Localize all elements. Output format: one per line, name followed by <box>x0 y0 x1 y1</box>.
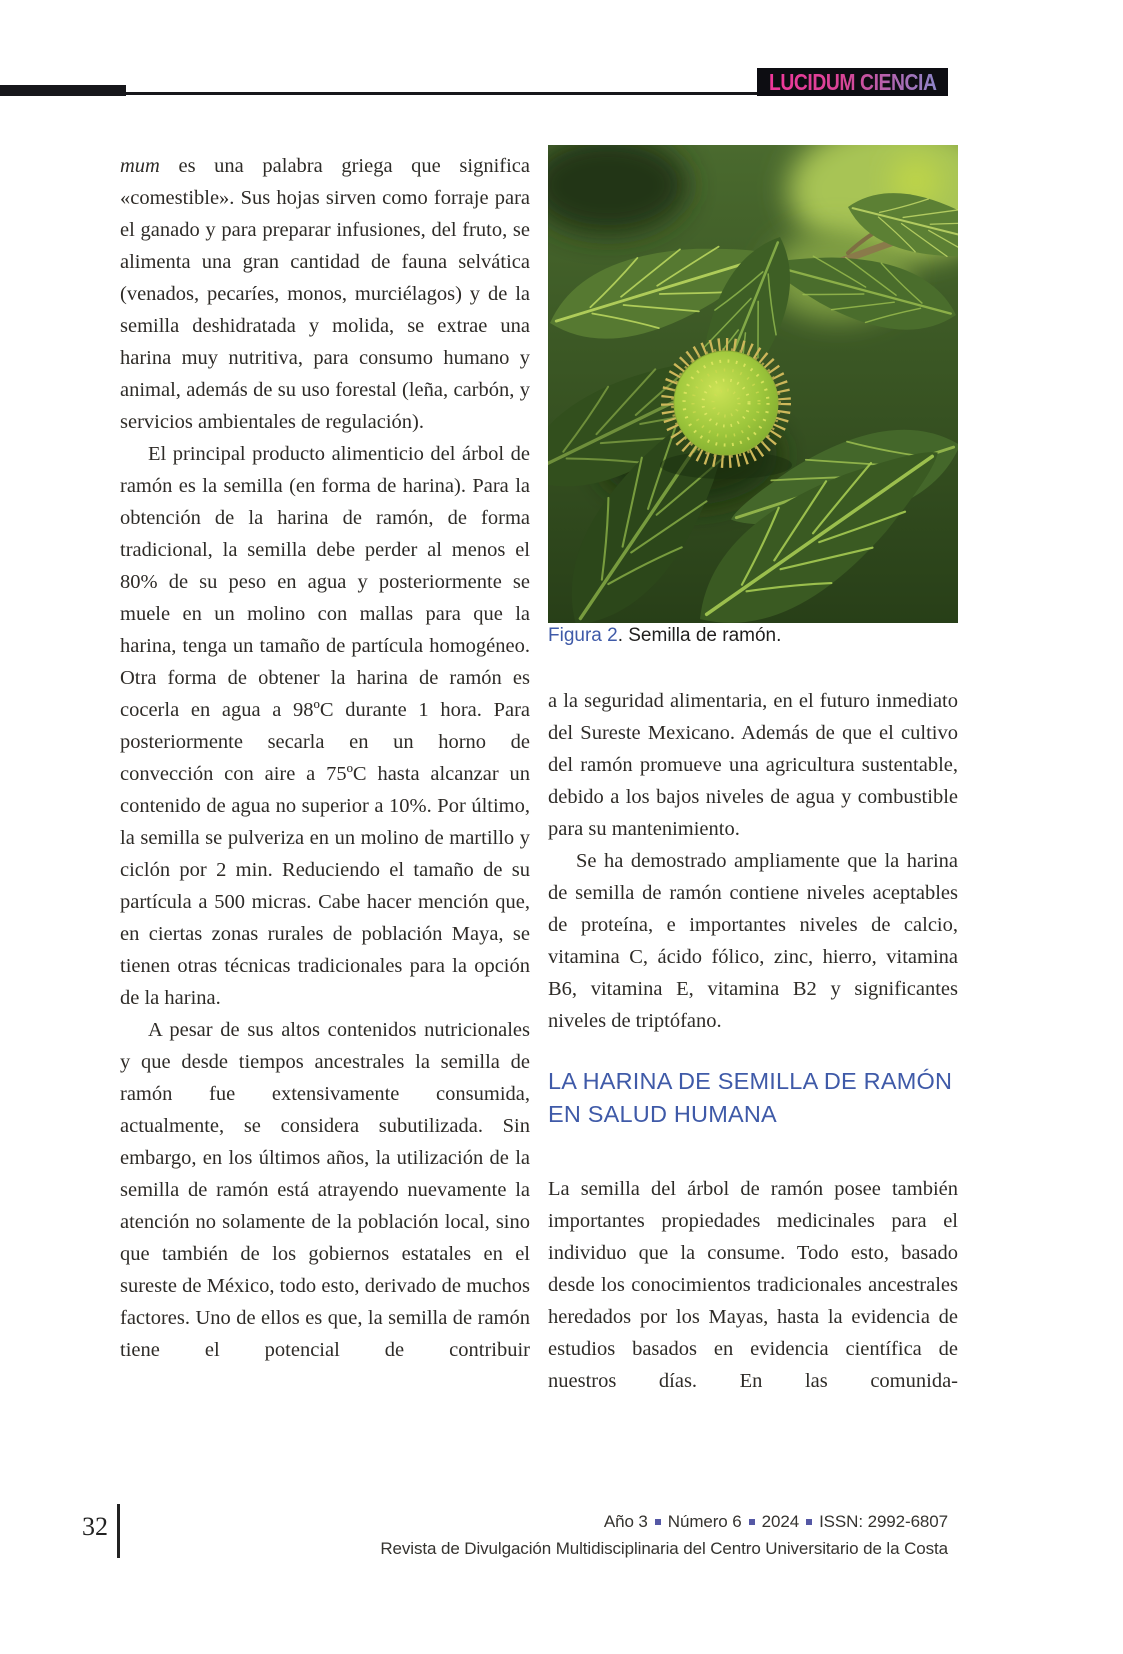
paragraph: La semilla del árbol de ramón posee también importantes propiedades medicinales para el individuo que la consume. Todo esto, basado desde los conocimientos tradicionales ancestrales heredados por los Mayas, hasta la evidencia de estudios basados en evidencia científica de nuestros días. En las comunida- <box>548 1178 958 1392</box>
right-column <box>548 145 958 1397</box>
section-heading: LA HARINA DE SEMILLA DE RAMÓN EN SALUD HUMANA <box>548 1068 953 1127</box>
italic-lead-word: mum <box>120 155 160 177</box>
figure-label: Figura 2 <box>548 625 618 646</box>
footer-issue-line <box>380 1508 948 1535</box>
figure-caption-text: . Semilla de ramón. <box>617 625 782 646</box>
paragraph <box>120 150 530 438</box>
separator-square-icon <box>806 1519 812 1525</box>
footer-issn: ISSN: 2992-6807 <box>819 1512 948 1531</box>
footer-date: 2024 <box>761 1512 800 1531</box>
footer-journal-name: Revista de Divulgación Multidisciplinaria del Centro Universitario de la Costa <box>380 1539 948 1558</box>
separator-square-icon <box>655 1519 661 1525</box>
paragraph: Se ha demostrado ampliamente que la harina de semilla de ramón contiene niveles aceptables de proteína, e importantes niveles de calcio, vitamina C, ácido fólico, zinc, hierro, vitamina B6, vitamina E, vitamina B2 y significantes niveles de triptófano. <box>548 850 958 1032</box>
paragraph-text: es una palabra griega que significa «comestible». Sus hojas sirven como forraje para el ganado y para preparar infusiones, del fruto, se alimenta una gran cantidad de fauna selvática (venados, pecaríes, monos, murciélagos) y de la semilla deshidratada y molida, se extrae una harina muy nutritiva, para consumo humano y animal, además de su uso forestal (leña, carbón, y servicios ambientales de regulación). <box>120 155 530 433</box>
footer-year: Año 3 <box>603 1512 648 1531</box>
footer <box>380 1508 948 1562</box>
journal-logo-text: LUCIDUM CIENCIA <box>768 68 937 95</box>
paragraph: El principal producto alimenticio del árbol de ramón es la semilla (en forma de harina). Para la obtención de la harina de ramón, de forma tradicional, la semilla debe perder al menos el 80% de su peso en agua y posteriormente se muele en un molino con mallas para que la harina, tenga un tamaño de partícula homogéneo. Otra forma de obtener la harina de ramón es cocerla en agua a 98ºC durante 1 hora. Para posteriormente secarla en un horno de convección con aire a 75ºC hasta alcanzar un contenido de agua no superior a 10%. Por último, la semilla se pulveriza en un molino de martillo y ciclón por 2 min. Reduciendo el tamaño de su partícula a 500 micras. Cabe hacer mención que, en ciertas zonas rurales de población Maya, se tienen otras técnicas tradicionales para la opción de la harina. <box>120 443 530 1009</box>
left-column <box>120 150 530 1366</box>
figure-photo-ramon-seed <box>548 145 958 623</box>
separator-square-icon <box>749 1519 755 1525</box>
paragraph: A pesar de sus altos contenidos nutricionales y que desde tiempos ancestrales la semilla de ramón fue extensivamente consumida, actualmente, se considera subutilizada. Sin embargo, en los últimos años, la utilización de la semilla de ramón está atrayendo nuevamente la atención no solamente de la población local, sino que también de los gobiernos estatales en el sureste de México, todo esto, derivado de muchos factores. Uno de ellos es que, la semilla de ramón tiene el potencial de contribuir <box>120 1019 530 1361</box>
page-number-divider <box>117 1504 120 1558</box>
footer-number: Número 6 <box>667 1512 742 1531</box>
paragraph: a la seguridad alimentaria, en el futuro inmediato del Sureste Mexicano. Además de que el cultivo del ramón promueve una agricultura sustentable, debido a los bajos niveles de agua y combustible para su mantenimiento. <box>548 690 958 840</box>
page-number: 32 <box>82 1512 108 1541</box>
figure-caption <box>548 623 958 649</box>
journal-logo <box>757 68 948 96</box>
